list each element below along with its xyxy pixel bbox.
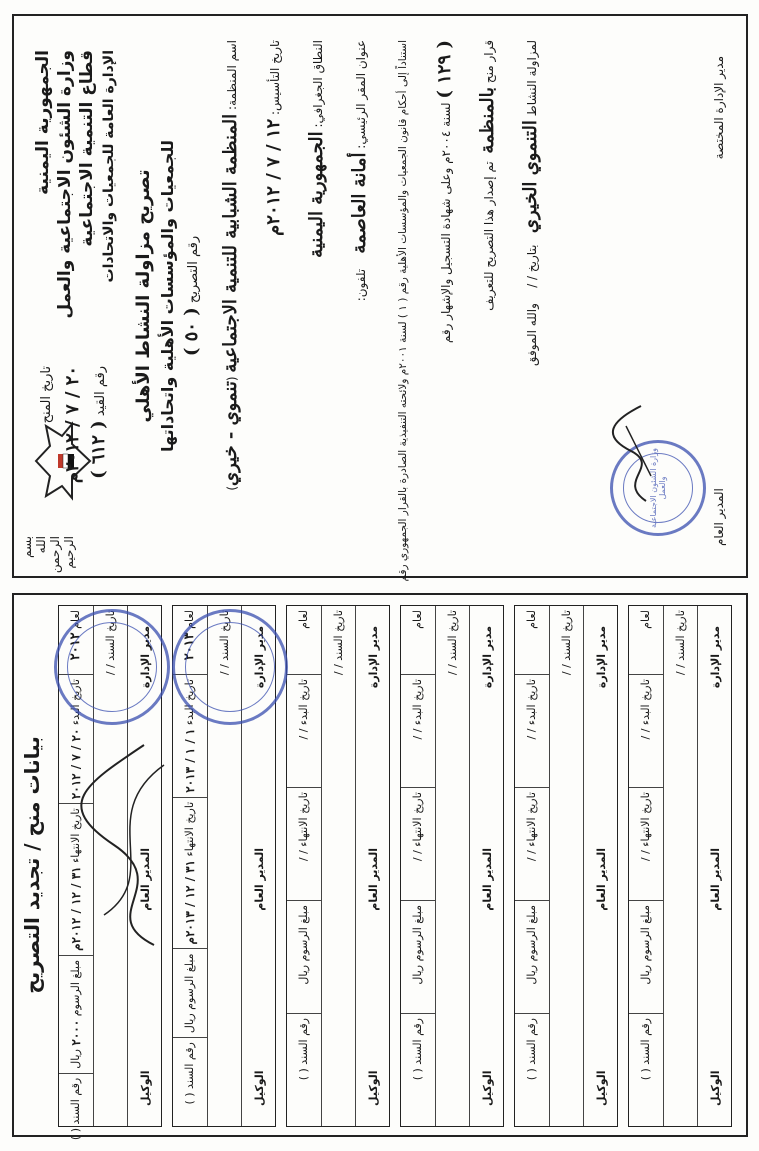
ministry-name: وزارة الشئون الاجتماعية والعمل (55, 50, 75, 319)
hq-row: عنوان المقر الرئيسي: أمانة العاصمة تلفون: (349, 40, 370, 302)
scope-row: النطاق الجغرافي: الجمهورية اليمنية (306, 40, 327, 258)
end-date-cell: تاريخ الانتهاء / / (515, 788, 549, 901)
renewal-row-receipt (322, 606, 357, 1126)
org-name-label: اسم المنظمة (225, 40, 239, 106)
decree-year: لسنة ٢٠٠٤م وعلى (439, 102, 453, 195)
ministry-stamp (610, 440, 706, 536)
renewal-block-3 (286, 605, 390, 1127)
renewal-signatures: مدير الإدارة المدير العام الوكيل (366, 626, 380, 1106)
year-cell: لعام (515, 606, 549, 675)
decision-label: قرار منح (482, 40, 496, 84)
end-date-cell: تاريخ الانتهاء / / (287, 788, 321, 901)
receipt-date-cell: تاريخ السند / / (103, 610, 117, 676)
renewal-signatures: مدير الإدارة المدير العام الوكيل (708, 626, 722, 1106)
year-cell: لعام (629, 606, 663, 675)
start-date-cell: تاريخ البدء ١ / ١ / ٢٠١٣ (173, 675, 207, 798)
fee-cell: مبلغ الرسوم ٢٠٠٠ ريال (59, 956, 93, 1074)
receipt-cell: رقم السند ( ) (639, 1018, 653, 1081)
renewals-panel (12, 593, 748, 1141)
year-cell: لعام (401, 606, 435, 675)
renewal-signatures: مدير الإدارة المدير العام الوكيل (480, 626, 494, 1106)
renewal-signatures: مدير الإدارة المدير العام الوكيل (252, 626, 266, 1106)
end-date-cell: تاريخ الانتهاء / / (401, 788, 435, 901)
permit-fields (210, 40, 553, 582)
activity-label: لمزاولة النشاط (525, 40, 539, 117)
stamp-text: وزارة الشئون الاجتماعية والعمل (649, 448, 667, 528)
renewal-signatures: مدير الإدارة المدير العام الوكيل (594, 626, 608, 1106)
renewal-row-receipt (436, 606, 471, 1126)
end-date-cell: تاريخ الانتهاء / / (629, 788, 663, 901)
org-type: تنموي - خيري (220, 381, 241, 486)
receipt-date-cell: تاريخ السند / / (331, 610, 345, 676)
receipt-date-cell: تاريخ السند / / (673, 610, 687, 676)
start-date-cell: تاريخ البدء / / (401, 675, 435, 788)
renewals-title: بيانات منح / تجديد التصريح (20, 736, 44, 994)
start-date-cell: تاريخ البدء / / (629, 675, 663, 788)
fee-cell: مبلغ الرسوم ريال (515, 901, 549, 1014)
fee-cell: مبلغ الرسوم ريال (287, 901, 321, 1014)
renewal-block-5 (514, 605, 618, 1127)
ministry-stamp-renewal-2 (172, 609, 288, 725)
decree-number: ( ١٢٩ ) (434, 40, 455, 99)
decision-row (467, 40, 510, 550)
year-cell: لعام ٢٠١٣ (173, 606, 207, 675)
year-cell: لعام (287, 606, 321, 675)
receipt-date-cell: تاريخ السند / / (217, 610, 231, 676)
director-signature: المدير العام (712, 488, 726, 546)
renewal-block-4 (400, 605, 504, 1127)
permit-panel (12, 14, 748, 582)
activity-row: لمزاولة النشاط التنموي الخيري بتاريخ / / والله الموفق (520, 40, 541, 366)
department-name: الإدارة العامة للجمعيات والاتحادات (101, 50, 117, 283)
government-header (32, 50, 120, 380)
renewal-row-dates (401, 606, 436, 1126)
hq-label: عنوان المقر الرئيسي (354, 40, 368, 145)
org-name-row: اسم المنظمة: المنظمة الشبابية للتنمية الاجتماعية (تنموي - خيري) (220, 40, 241, 491)
renewal-row-receipt (664, 606, 699, 1126)
fee-cell: مبلغ الرسوم ريال (173, 949, 207, 1038)
permit-number: ( ٥٠ ) (181, 307, 202, 357)
renewal-signatures: مدير الإدارة المدير العام الوكيل (138, 626, 152, 1106)
renewal-row-receipt (550, 606, 585, 1126)
renewal-row-dates (629, 606, 664, 1126)
start-date-cell: تاريخ البدء / / (515, 675, 549, 788)
year-cell: لعام ٢٠١٢ (59, 606, 93, 675)
date-label: بتاريخ (525, 244, 539, 273)
approve-text: والله الموفق (525, 303, 539, 366)
receipt-date-cell: تاريخ السند / / (559, 610, 573, 676)
phone-label: تلفون (354, 268, 368, 298)
bismillah: بسم الله الرحمن الرحيم (20, 536, 76, 574)
register-label: رقم القيد (93, 366, 108, 417)
receipt-cell: رقم السند ( ) (525, 1018, 539, 1081)
renewal-block-6 (628, 605, 732, 1127)
end-date-cell: تاريخ الانتهاء ٣١ / ١٢ / ٢٠١٣م (173, 798, 207, 950)
receipt-cell: رقم السند ( ) (69, 1077, 83, 1141)
scope-value: الجمهورية اليمنية (306, 131, 327, 258)
permit-title: تصريح مزاولة النشاط الأهلي (133, 169, 154, 423)
founding-date: ١٢ / ٧ / ٢٠١٢م (263, 118, 284, 236)
permit-title-block (132, 96, 206, 496)
start-date-cell: تاريخ البدء ٢٠ / ٧ / ٢٠١٢ (59, 675, 93, 804)
receipt-date-cell: تاريخ السند / / (445, 610, 459, 676)
manager-signature: مدير الإدارة المختصة (712, 56, 726, 160)
founding-label: تاريخ التأسيس (268, 40, 282, 111)
fee-cell: مبلغ الرسوم ريال (401, 901, 435, 1014)
org-name: المنظمة الشبابية للتنمية الاجتماعية (220, 113, 241, 373)
receipt-cell: رقم السند ( ) (183, 1042, 197, 1105)
certificate-text: شهادة التسجيل والإشهار رقم (439, 198, 453, 344)
country-name: الجمهورية اليمنية (33, 50, 53, 195)
permit-meta (34, 366, 114, 546)
law-text: استناداً إلى أحكام قانون الجمعيات والمؤسسات الأهلية رقم ( ١ ) لسنة ٢٠٠١م ولائحته التنفيذية الصادرة بالقرار الجمهوري رقم (397, 40, 409, 582)
issue-date: ٢٠ / ٧ / ٢٠١٢م (62, 366, 83, 484)
issued-text: تم إصدار هذا التصريح للتعريف (482, 161, 496, 311)
sector-name: قطاع التنمية الاجتماعية (77, 50, 97, 247)
stamp-inner-ring (185, 622, 275, 712)
stamp-inner-ring (67, 622, 157, 712)
decree-row (424, 40, 467, 550)
end-date-cell: تاريخ الانتهاء ٣١ / ١٢ / ٢٠١٢م (59, 804, 93, 956)
ministry-stamp-renewal-1 (54, 609, 170, 725)
receipt-cell: رقم السند ( ) (297, 1018, 311, 1081)
activity-value: التنموي الخيري (520, 120, 541, 234)
receipt-cell: رقم السند ( ) (411, 1018, 425, 1081)
decision-value: بالمنظمة (477, 86, 498, 154)
permit-number-label: رقم التصريح (186, 235, 201, 304)
issue-date-label: تاريخ المنح (39, 366, 54, 424)
fee-cell: مبلغ الرسوم ريال (629, 901, 663, 1014)
hq-value: أمانة العاصمة (349, 152, 370, 254)
law-row (382, 40, 424, 582)
renewal-row-dates (287, 606, 322, 1126)
renewal-row-dates (515, 606, 550, 1126)
register-number: ( ٦١٢ ) (88, 420, 109, 479)
start-date-cell: تاريخ البدء / / (287, 675, 321, 788)
founding-row: تاريخ التأسيس: ١٢ / ٧ / ٢٠١٢م (263, 40, 284, 236)
permit-subtitle: للجمعيات والمؤسسات الأهلية واتحاداتها (158, 140, 177, 452)
scope-label: النطاق الجغرافي (311, 40, 325, 124)
